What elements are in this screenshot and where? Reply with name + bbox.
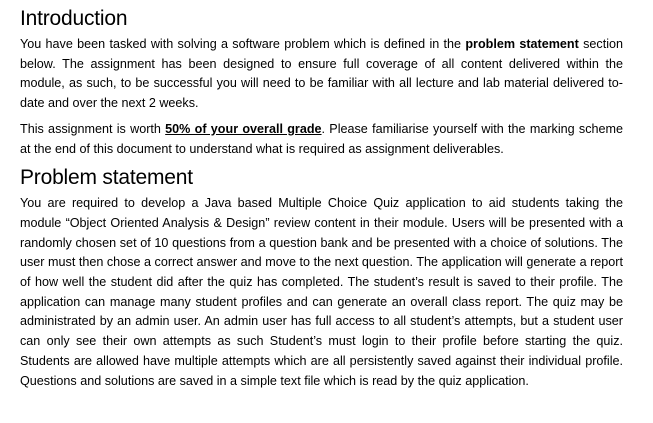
weight-text-start: This assignment is worth (20, 121, 166, 136)
problem-statement-paragraph: You are required to develop a Java based Multiple Choice Quiz application to aid students taking the module “Object Oriented Analysis & Design” review content in their module. Users will be presented with a randomly chosen set of 10 questions from a question bank and be presented with a choice of solutions. The user must then chose a correct answer and move to the next question. The application will generate a report of how well the student did after the quiz has completed. The student’s result is saved to their profile. The application can manage many student profiles and can generate an overall class report. The quiz may be administrated by an admin user. An admin user has full access to all student’s attempts, but a student user can only see their own attempts as such Student’s must login to their profile before starting the quiz. Students are allowed have multiple attempts which are all persistently saved against their individual profile. Questions and solutions are saved in a simple text file which is read by the quiz application. (20, 196, 623, 388)
introduction-text-end: section below. The assignment has been designed to ensure full coverage of all content delivered within the module, as such, to be successful you will need to be familiar with all lecture and lab material delivered to-date and over the next 2 weeks. (20, 37, 624, 111)
introduction-paragraph (20, 35, 623, 114)
introduction-heading: Introduction (20, 7, 128, 30)
grade-weight-emphasis: 50% of your overall grade (165, 121, 322, 136)
problem-statement-emphasis: problem statement (465, 37, 579, 51)
problem-statement-heading: Problem statement (20, 166, 193, 190)
introduction-text-start: You have been tasked with solving a software problem which is defined in the (20, 37, 466, 51)
weight-text-end: . Please familiarise yourself with the marking scheme at the end of this document to understand what is required as assignment deliverables. (20, 121, 623, 156)
assignment-weight-paragraph (20, 120, 623, 159)
